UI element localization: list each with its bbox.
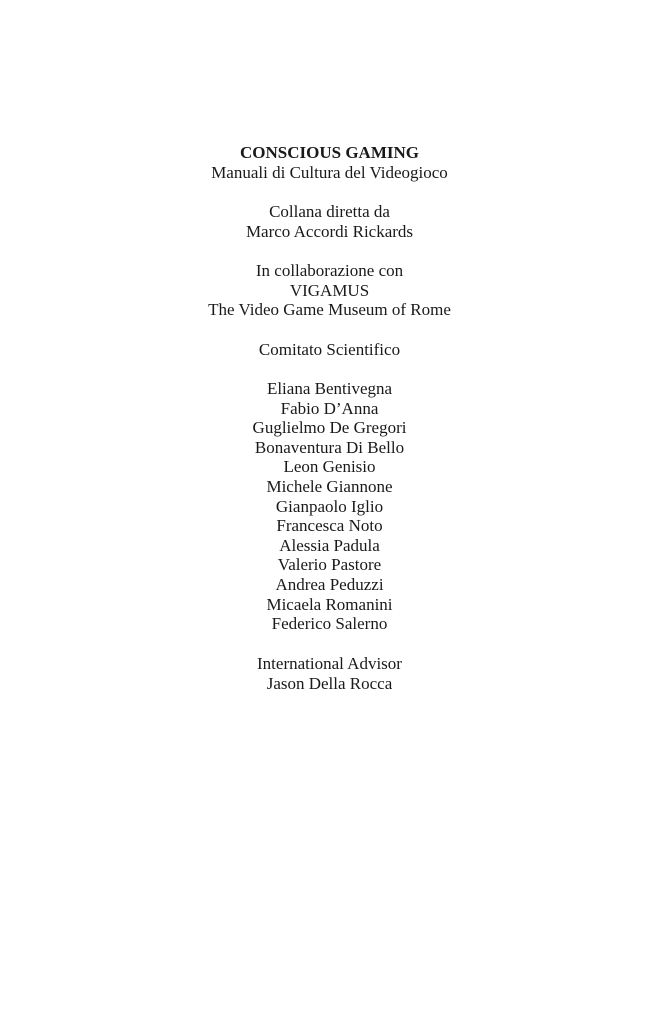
collaboration-organization: VIGAMUS [289, 280, 370, 300]
committee-member: Fabio D’Anna [280, 398, 379, 418]
advisor-label: International Advisor [257, 654, 402, 673]
committee-member: Micaela Romanini [266, 594, 393, 614]
committee-member: Bonaventura Di Bello [254, 437, 405, 457]
committee-member: Francesca Noto [276, 516, 383, 536]
committee-member: Leon Genisio [283, 457, 376, 477]
collaboration-block [0, 261, 659, 320]
advisor-name: Jason Della Rocca [266, 673, 393, 693]
committee-heading-block [0, 340, 659, 360]
series-block [0, 143, 659, 182]
series-subtitle: Manuali di Cultura del Videogioco [211, 162, 448, 182]
committee-member: Michele Giannone [266, 476, 393, 496]
committee-member: Guglielmo De Gregori [252, 418, 407, 438]
committee-member: Andrea Peduzzi [275, 574, 384, 594]
director-block [0, 202, 659, 241]
committee-member: Federico Salerno [271, 614, 388, 634]
committee-member: Eliana Bentivegna [266, 379, 393, 398]
collaboration-label: In collaborazione con [255, 261, 404, 280]
committee-member: Alessia Padula [279, 535, 380, 555]
director-name: Marco Accordi Rickards [245, 221, 414, 241]
series-title: CONSCIOUS GAMING [240, 143, 419, 162]
collaboration-organization-full: The Video Game Museum of Rome [208, 300, 451, 320]
committee-member: Valerio Pastore [277, 555, 382, 575]
director-label: Collana diretta da [269, 202, 390, 221]
advisor-block [0, 654, 659, 693]
committee-member: Gianpaolo Iglio [275, 496, 384, 516]
committee-heading: Comitato Scientifico [258, 340, 401, 359]
committee-member-list [0, 379, 659, 634]
